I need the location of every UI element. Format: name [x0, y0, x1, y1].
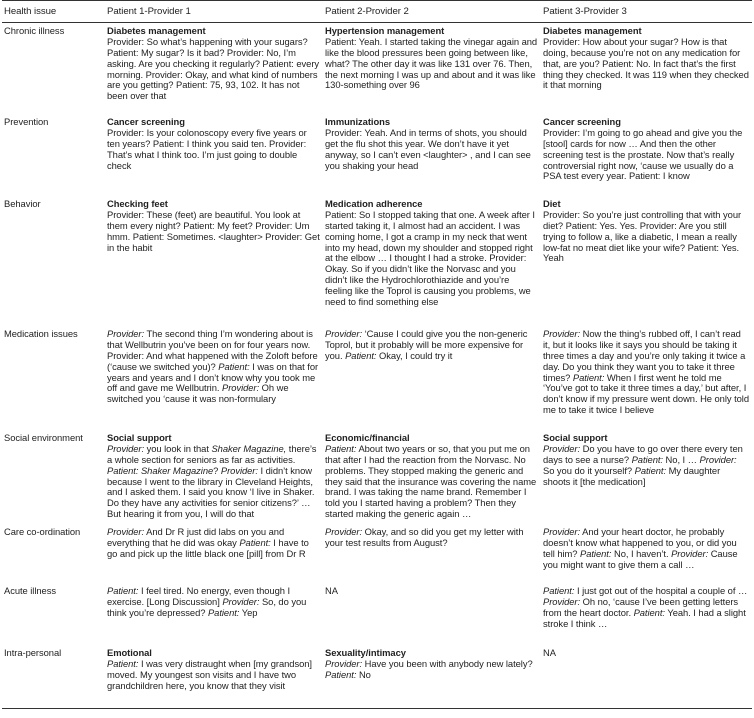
patient-2-cell [323, 524, 541, 583]
patient-1-cell [105, 114, 323, 196]
quote-text: Provider: So what’s happening with your sugars? Patient: My sugar? Is it bad? Provider: No, I’m asking. Are you checking it regularly? Patient: every morning. Provider: Okay, and what kind of numbers are you getting? Patient: 75, 93, 102. It has not been over that [107, 35, 320, 102]
speaker-label: Provider: [671, 547, 709, 559]
health-issue-cell: Prevention [4, 115, 49, 127]
speaker-label: Provider: [222, 596, 260, 608]
table-row-care-coordination [2, 524, 752, 583]
patient-1-cell [105, 326, 323, 430]
quote-text: I didn’t know because I went to the library in Cleveland Heights, and I asked them. I said you know ‘I live in Shaker. Do they have any activities for senior citizens?’ … But hearing it from you, I will do that [107, 464, 315, 520]
quote-text: No, I haven’t. [611, 547, 672, 559]
quote-text: Okay, and so did you get my letter with your test results from August? [325, 526, 524, 549]
quote-text: Provider: Is your colonoscopy every five years or ten years? Patient: I think you said ten. Provider: That’s what I think too. I’m just going to double check [107, 126, 307, 171]
health-issue-cell: Acute illness [4, 585, 56, 597]
patient-2-cell [323, 583, 541, 645]
quote-text: About two years or so, that you put me on that after I had the reaction from the Norvasc. No problems. They stopped making the generic and they said that the insurance was covering the name brand. I was taking the name brand. Remember I told you I started having a problem? Then they started making the generic again … [325, 442, 537, 520]
table-row-acute-illness [2, 583, 752, 645]
cell-topic-title: Social support [107, 431, 172, 443]
speaker-label: Patient: [633, 606, 665, 618]
quote-text: you look in that [144, 442, 212, 454]
cell-topic-title: Hypertension management [325, 24, 445, 36]
table-row-intra-personal [2, 645, 752, 709]
quote-text: Provider: I’m going to go ahead and give you the [stool] cards for now … And then the other screening test is the prostate. Now that’s really controversial right now, ‘cause we usually do a PSA test every year. Patient: I know [543, 126, 743, 182]
health-issue-cell: Medication issues [4, 327, 78, 339]
patient-3-cell [541, 326, 752, 430]
speaker-label: Provider: [543, 327, 581, 339]
cell-topic-title: Cancer screening [543, 115, 621, 127]
quote-text: My daughter shoots it [the medication] [543, 464, 721, 487]
patient-2-cell [323, 22, 541, 114]
quote-text: Have you been with anybody new lately? [362, 658, 533, 670]
table-row-medication-issues [2, 326, 752, 430]
speaker-label: Patient: [218, 360, 250, 372]
cell-topic-title: Diabetes management [543, 24, 642, 36]
speaker-label: Patient: [572, 371, 605, 383]
patient-2-cell [323, 645, 541, 709]
table-row-social-environment [2, 430, 752, 524]
quote-text: I was very distraught when [my grandson] moved. My youngest son visits and I have two grandchildren here, you know that they visit [107, 658, 312, 691]
patient-3-cell [541, 22, 752, 114]
cell-topic-title: Sexuality/intimacy [325, 647, 406, 659]
table-header-row [2, 1, 752, 23]
speaker-label: Provider: [325, 327, 363, 339]
speaker-label: Provider: [543, 596, 581, 608]
quote-text: Do you have to go over there every ten days to see a nurse? [543, 442, 743, 465]
patient-2-cell [323, 326, 541, 430]
speaker-label: Patient: [543, 585, 575, 597]
health-issue-cell: Social environment [4, 431, 83, 443]
patient-1-cell [105, 430, 323, 524]
patient-2-cell [323, 196, 541, 326]
quote-text: Patient: Yeah. I started taking the vinegar again and like the blood pressures been going between like, what? The other day it was like 131 over 76. Then, the next morning I was up and about and it was like 130-something over 96 [325, 35, 538, 91]
patient-3-cell [541, 583, 752, 645]
quote-text: there’s a whole section for seniors as far as activities. [107, 442, 317, 465]
speaker-label: Provider: [220, 464, 258, 476]
quote-text: ? [213, 464, 221, 476]
quote-text: Cause you might want to give them a call … [543, 547, 738, 570]
patient-1-cell [105, 196, 323, 326]
cell-topic-title: Medication adherence [325, 197, 423, 209]
quote-text: I have to go and pick up the little black one [pill] from Dr R [107, 537, 309, 559]
speaker-label: Patient: [345, 349, 377, 361]
cell-topic-title: Social support [543, 431, 608, 443]
quote-text: So, do you think you’re depressed? [107, 596, 307, 618]
cell-topic-title: Economic/financial [325, 431, 410, 443]
header-health-issue: Health issue [4, 6, 57, 17]
speaker-label: Patient: [207, 606, 240, 618]
quote-text: When I first went he told me ‘You’ve got to take it three times a day,’ but after, I don’t know if my pressure went down. He only told me to take it twice I believe [543, 371, 749, 416]
quote-text: NA [325, 585, 338, 597]
quote-text: Provider: Yeah. And in terms of shots, you should get the flu shot this year. We don’t have it yet anyway, so I can’t even <laughter> , and I can see you shaking your head [325, 126, 531, 171]
table-row-behavior [2, 196, 752, 326]
speaker-label: Provider: [543, 526, 581, 538]
cell-topic-title: Emotional [107, 647, 152, 659]
speaker-label: Provider: [107, 442, 145, 454]
speaker-label: Patient: [107, 585, 139, 597]
quote-text: And Dr R just did labs on you and everything that he did was okay [107, 526, 285, 549]
quote-text: ‘Cause I could give you the non-generic Toprol, but it probably will be more expensive for you. [325, 327, 528, 361]
speaker-label: Patient: [239, 537, 271, 549]
quote-text: So you do it yourself? [543, 464, 635, 476]
health-issue-cell: Intra-personal [4, 647, 62, 659]
patient-3-cell [541, 524, 752, 583]
patient-2-cell [323, 430, 541, 524]
quote-text: I just got out of the hospital a couple of … [574, 585, 748, 597]
header-patient-1: Patient 1-Provider 1 [107, 6, 191, 17]
patient-1-cell [105, 22, 323, 114]
table-body [2, 22, 752, 708]
quote-text: I feel tired. No energy, even though I exercise. [Long Discussion] [107, 585, 291, 608]
speaker-label: Shaker Magazine, [211, 442, 287, 454]
quote-text: Now the thing’s rubbed off, I can’t read it, but it looks like it says you should be taking it three times a day and you’re only taking it twice a day. Do you think they want you to take it three times? [543, 327, 746, 383]
speaker-label: Provider: [107, 526, 145, 538]
speaker-label: Provider: [222, 382, 260, 394]
quote-text: Patient: So I stopped taking that one. A week after I started taking it, I almost had an accident. I was coming home, I got a cramp in my neck that went into my head, down my shoulder and stopped right at the elbow … I thought I had a stroke. Provider: Okay. So if you didn’t like the Norvasc and you didn’t like the Hydrochlorothiazide and you’re feeling like the Toprol is causing you problems, we need to find something else [325, 208, 535, 308]
quote-text: Provider: So you’re just controlling that with your diet? Patient: Yes. Yes. Provider: Are you still trying to follow a, like a diabetic, I mean a really low-fat no meat diet like your wife? Patient: Yes. Yeah [543, 208, 742, 264]
patient-3-cell [541, 430, 752, 524]
patient-3-cell [541, 645, 752, 709]
speaker-label: Patient: [325, 442, 357, 454]
table-row-chronic-illness [2, 22, 752, 114]
health-issue-cell: Chronic illness [4, 24, 65, 36]
cell-topic-title: Diabetes management [107, 24, 206, 36]
quote-text: No [356, 668, 371, 680]
patient-3-cell [541, 114, 752, 196]
patient-1-cell [105, 645, 323, 709]
health-issue-cell: Care co-ordination [4, 526, 81, 538]
header-patient-2: Patient 2-Provider 2 [325, 6, 409, 17]
quote-text: Provider: How about your sugar? How is that doing, because you’re not on any medication for that, are you? Patient: No. In fact that’s the first thing they checked. It was 119 when they checked it that morning [543, 35, 749, 91]
patient-1-cell [105, 583, 323, 645]
speaker-label: Patient: [325, 668, 357, 680]
speaker-label: Patient: [631, 453, 663, 465]
cell-topic-title: Diet [543, 197, 561, 209]
speaker-label: Patient: [107, 658, 139, 670]
quote-text: No, I … [663, 453, 700, 465]
quote-text: Yeah. I had a slight stroke I think … [543, 606, 746, 629]
quote-text: Okay, I could try it [376, 349, 453, 361]
cell-topic-title: Immunizations [325, 115, 390, 127]
quote-text: Provider: These (feet) are beautiful. You look at them every night? Patient: My feet? Provider: Um hmm. Patient: Sometimes. <laughter> Provider: Get in the habit [107, 208, 320, 253]
patient-1-cell [105, 524, 323, 583]
speaker-label: Patient: Shaker Magazine [107, 464, 214, 476]
cell-topic-title: Cancer screening [107, 115, 185, 127]
speaker-label: Provider: [107, 327, 145, 339]
cell-topic-title: Checking feet [107, 197, 168, 209]
quote-text: NA [543, 647, 556, 659]
quote-text: Oh we switched you ‘cause it was non-formulary [107, 382, 289, 405]
patient-2-cell [323, 114, 541, 196]
health-issue-table [2, 0, 752, 709]
quote-text: Yep [239, 606, 258, 618]
speaker-label: Provider: [325, 526, 363, 538]
header-patient-3: Patient 3-Provider 3 [543, 6, 627, 17]
speaker-label: Provider: [543, 442, 581, 454]
quote-text: And your heart doctor, he probably doesn’t know what happened to you, or did you tell him? [543, 526, 737, 559]
speaker-label: Provider: [699, 453, 737, 465]
quote-text: I was on that for years and years and I don’t know why you took me off and gave me Wellbutrin. [107, 360, 319, 394]
quote-text: The second thing I’m wondering about is that Wellbutrin you’ve been on for four years now. Provider: And what happened with the Zoloft before (‘cause we switched you)? [107, 327, 318, 372]
speaker-label: Provider: [325, 658, 363, 670]
table-row-prevention [2, 114, 752, 196]
patient-3-cell [541, 196, 752, 326]
speaker-label: Patient: [634, 464, 667, 476]
quote-text: Oh no, ‘cause I’ve been getting letters from the heart doctor. [543, 596, 739, 618]
speaker-label: Patient: [580, 547, 612, 559]
health-issue-cell: Behavior [4, 197, 41, 209]
